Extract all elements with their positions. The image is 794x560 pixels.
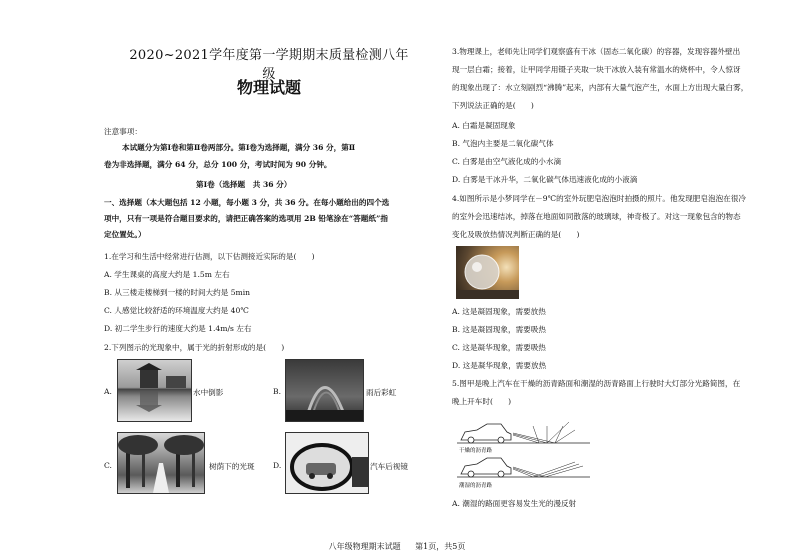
dry-road-diagram: [457, 422, 590, 443]
page-footer: [0, 541, 794, 552]
section-title: 第Ⅰ卷（选择题 共 36 分）: [196, 180, 292, 189]
q4-stem-1: 4.如图所示是小梦同学在－9℃的室外玩肥皂泡泡时拍摄的照片。他发现肥皂泡泡在很冷: [452, 194, 746, 203]
q4-option-d: D. 这是凝华现象，需要放热: [452, 361, 547, 370]
section-intro-2: 项中，只有一项是符合题目要求的，请把正确答案的选项用 2B 铅笔涂在“答题纸”指: [104, 214, 388, 223]
rearview-mirror-photo: [285, 432, 369, 494]
bubble-icon: [456, 246, 519, 299]
exam-header-title: 2020~2021学年度第一学期期末质量检测八年级: [129, 48, 409, 82]
dry-road-label: 干燥的沥青路: [459, 448, 493, 454]
wet-road-diagram: [457, 458, 590, 477]
q2-option-d-caption: 汽车后视镜: [370, 462, 408, 471]
q4-stem-3: 变化及吸放热情况判断正确的是( ): [452, 230, 580, 239]
tree-shade-photo: [117, 432, 205, 494]
q5-stem-2: 晚上开车时( ): [452, 397, 512, 406]
q4-option-a: A. 这是凝固现象，需要放热: [452, 307, 546, 316]
notice-line-1: 本试题分为第Ⅰ卷和第Ⅱ卷两部分。第Ⅰ卷为选择题，满分 36 分，第Ⅱ: [122, 143, 356, 152]
mirror-icon: [286, 433, 368, 493]
q5-stem-1: 5.图甲是晚上汽车在干燥的沥青路面和潮湿的沥青路面上行驶时大灯部分光路简图，在: [452, 379, 741, 388]
road-reflection-diagram: [455, 412, 595, 492]
rainbow-photo: [285, 359, 364, 422]
footer-exam-name: 八年级物理期末试题: [328, 542, 401, 551]
q5-option-a: A. 潮湿的路面更容易发生光的漫反射: [452, 499, 577, 508]
pagoda-icon: [118, 360, 191, 421]
footer-page-number: 第1页，共5页: [415, 542, 466, 551]
q1-option-d: D. 初二学生步行的速度大约是 1.4m/s 左右: [104, 324, 252, 333]
section-intro-3: 定位置处。）: [104, 230, 146, 239]
q1-option-a: A. 学生课桌的高度大约是 1.5m 左右: [104, 270, 230, 279]
notice-heading: 注意事项：: [104, 127, 142, 136]
reflection-photo: [117, 359, 192, 422]
q3-stem-1: 3.物理课上，老师先让同学们观察盛有干冰（固态二氧化碳）的容器，发现容器外壁出: [452, 47, 741, 56]
q3-option-d: D. 白雾是干冰升华，二氧化碳气体迅速液化成的小液滴: [452, 175, 638, 184]
q2-stem: 2.下列图示的光现象中，属于光的折射形成的是( ): [104, 343, 285, 352]
q1-option-b: B. 从三楼走楼梯到一楼的时间大约是 5min: [104, 288, 251, 297]
q2-option-d-letter: D.: [273, 461, 282, 470]
q3-option-b: B. 气泡内主要是二氧化碳气体: [452, 139, 554, 148]
notice-line-2: 卷为非选择题，满分 64 分，总分 100 分，考试时间为 90 分钟。: [104, 160, 332, 169]
q2-option-c-caption: 树荫下的光斑: [209, 462, 255, 471]
frozen-bubble-photo: [456, 246, 519, 299]
q3-option-c: C. 白雾是由空气液化成的小水滴: [452, 157, 562, 166]
q4-option-b: B. 这是凝固现象，需要吸热: [452, 325, 546, 334]
q2-option-b-caption: 雨后彩虹: [366, 388, 397, 397]
q4-option-c: C. 这是凝华现象，需要吸热: [452, 343, 546, 352]
section-intro-1: 一、选择题（本大题包括 12 小题，每小题 3 分，共 36 分。在每小题给出的四个选: [104, 198, 390, 207]
q4-stem-2: 的室外会迅速结冰，掉落在地面如同散落的玻璃球，神奇极了。对这一现象包含的物态: [452, 212, 741, 221]
q3-stem-4: 下列说法正确的是( ): [452, 101, 534, 110]
wet-road-label: 潮湿的沥青路: [459, 483, 493, 489]
q3-stem-3: 的现象出现了：水立刻剧烈“沸腾”起来，内部有大量气泡产生，水面上方出现大量白雾，: [452, 83, 749, 92]
q1-option-c: C. 人感觉比较舒适的环境温度大约是 40℃: [104, 306, 249, 315]
q2-option-a-letter: A.: [104, 387, 112, 396]
rainbow-icon: [286, 360, 363, 421]
exam-subject-title: 物理试题: [236, 78, 301, 97]
q2-option-a-caption: 水中倒影: [193, 388, 224, 397]
q3-option-a: A. 白霜是凝固现象: [452, 121, 516, 130]
q2-option-c-letter: C.: [104, 461, 112, 470]
q3-stem-2: 现一层白霜；接着，让甲同学用镊子夹取一块干冰放入装有常温水的烧杯中，令人惊讶: [452, 65, 741, 74]
q1-stem: 1.在学习和生活中经常进行估测，以下估测接近实际的是( ): [104, 252, 315, 261]
q2-option-b-letter: B.: [273, 387, 281, 396]
trees-icon: [118, 433, 204, 493]
